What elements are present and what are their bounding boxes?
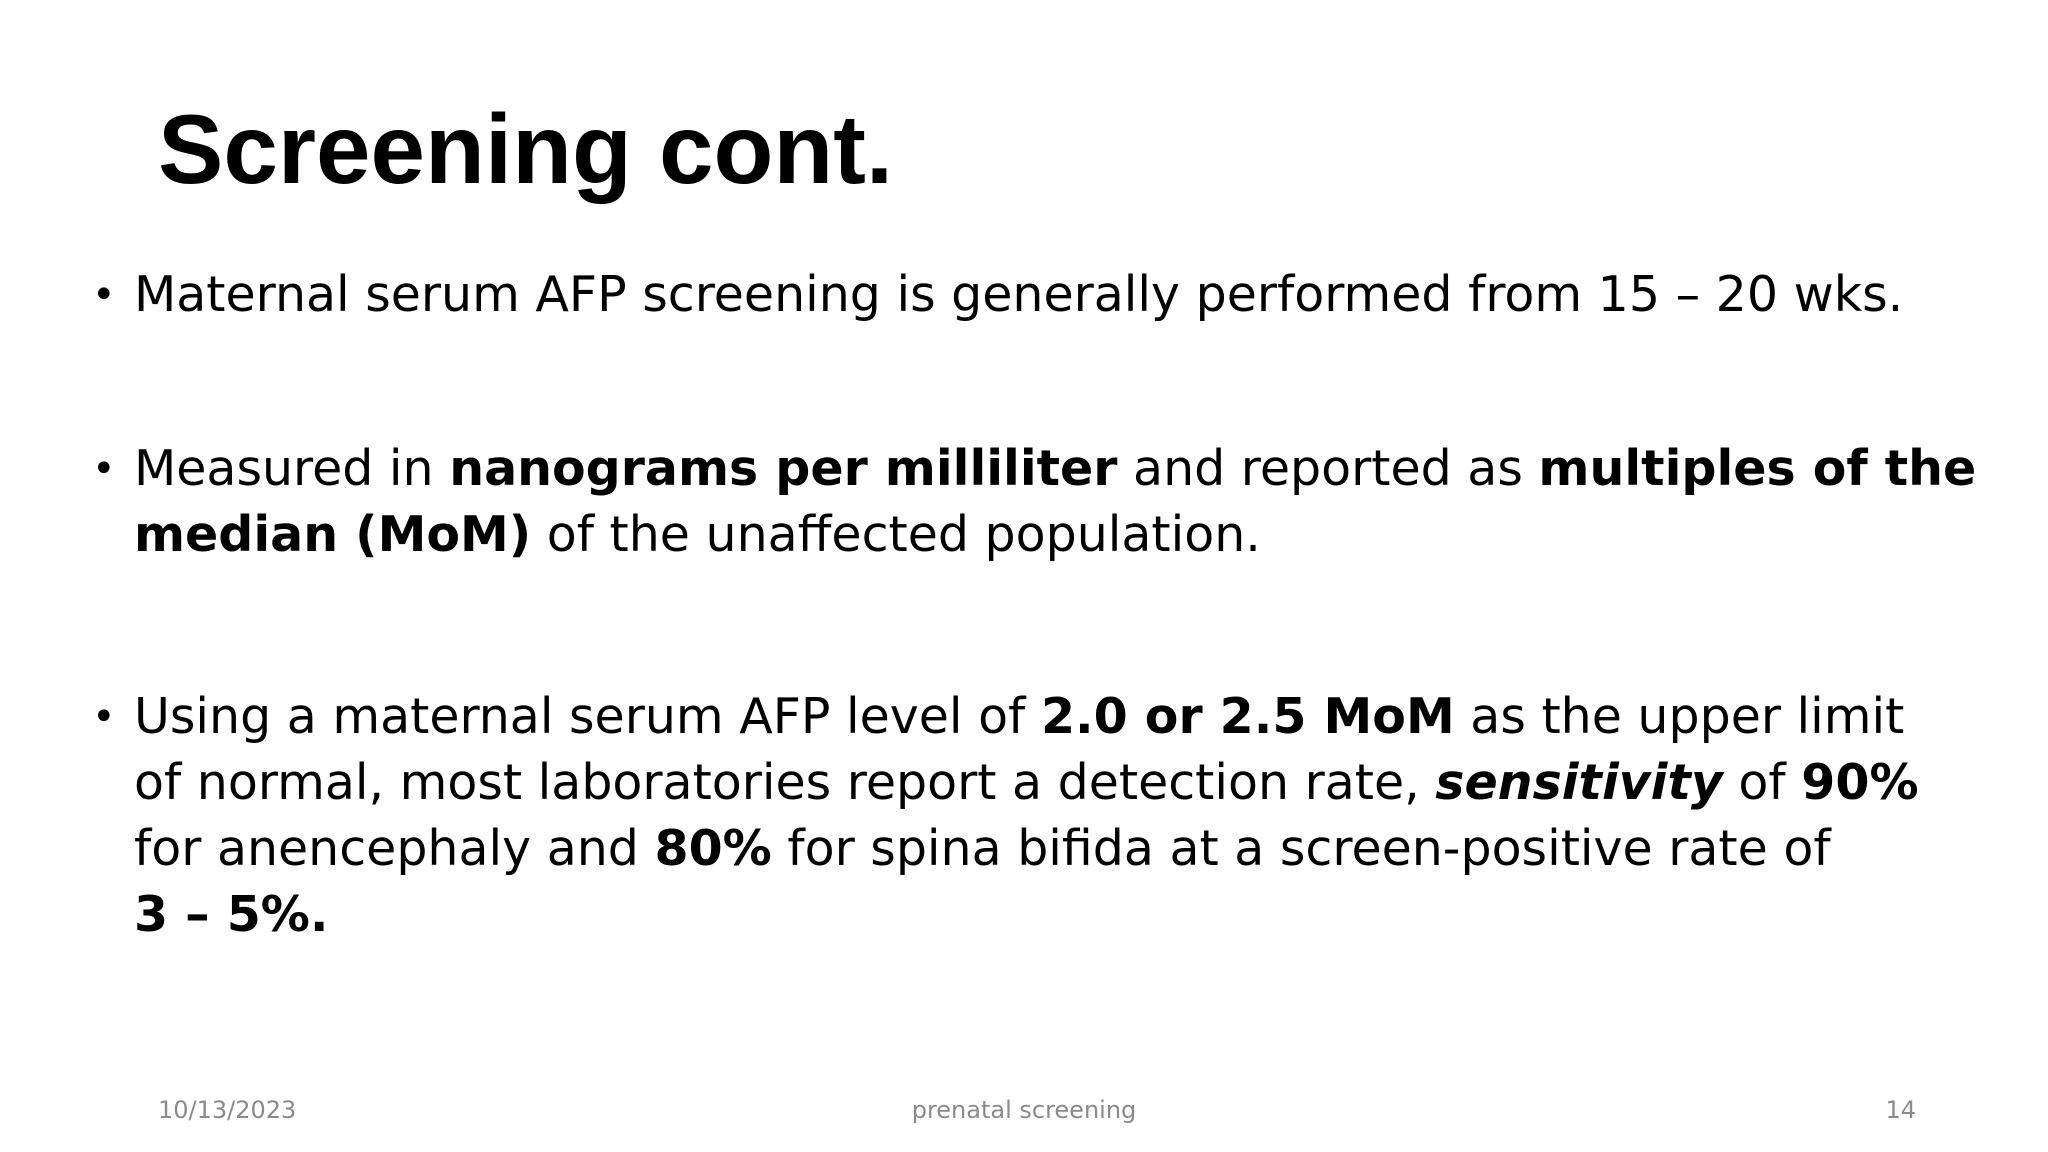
bullet-line xyxy=(134,262,1992,328)
bullet-marker: • xyxy=(92,694,116,740)
bullet-text-bold: median (MoM) xyxy=(134,506,532,563)
bullet-line xyxy=(134,436,1992,502)
bullet-text-bold: 80% xyxy=(654,820,772,877)
bullet-item-detection-rate xyxy=(92,684,1992,948)
bullet-text: of normal, most laboratories report a detection rate, xyxy=(134,754,1436,811)
bullet-text-bold: 3 – 5%. xyxy=(134,886,329,943)
bullet-text: for spina bifida at a screen-positive rate of xyxy=(771,820,1831,877)
bullet-text-bold: 90% xyxy=(1801,754,1919,811)
bullet-text: Measured in xyxy=(134,440,450,497)
bullet-list xyxy=(92,262,1992,948)
bullet-item-measurement xyxy=(92,436,1992,568)
bullet-text-bold-italic: sensitivity xyxy=(1435,754,1723,811)
bullet-text: Using a maternal serum AFP level of xyxy=(134,688,1041,745)
bullet-text: and reported as xyxy=(1117,440,1539,497)
bullet-line xyxy=(134,816,1992,882)
bullet-text: of xyxy=(1722,754,1802,811)
bullet-text: as the upper limit xyxy=(1454,688,1905,745)
bullet-text-bold: 2.0 or 2.5 MoM xyxy=(1040,688,1455,745)
footer-title: prenatal screening xyxy=(911,1096,1137,1124)
bullet-line xyxy=(134,502,1992,568)
bullet-text-bold: multiples of the xyxy=(1538,440,1977,497)
bullet-line xyxy=(134,882,1992,948)
bullet-text: for anencephaly and xyxy=(134,820,655,877)
bullet-text: of the unaffected population. xyxy=(531,506,1261,563)
bullet-marker: • xyxy=(92,446,116,492)
slide-title: Screening cont. xyxy=(158,94,894,204)
bullet-line xyxy=(134,750,1992,816)
bullet-item-afp-timing xyxy=(92,262,1992,328)
bullet-text-bold: nanograms per milliliter xyxy=(449,440,1118,497)
bullet-line xyxy=(134,684,1992,750)
slide-number: 14 xyxy=(1885,1096,1916,1124)
bullet-marker: • xyxy=(92,272,116,318)
bullet-text: Maternal serum AFP screening is generally performed from 15 – 20 wks. xyxy=(134,266,1904,323)
footer-date: 10/13/2023 xyxy=(158,1096,297,1124)
